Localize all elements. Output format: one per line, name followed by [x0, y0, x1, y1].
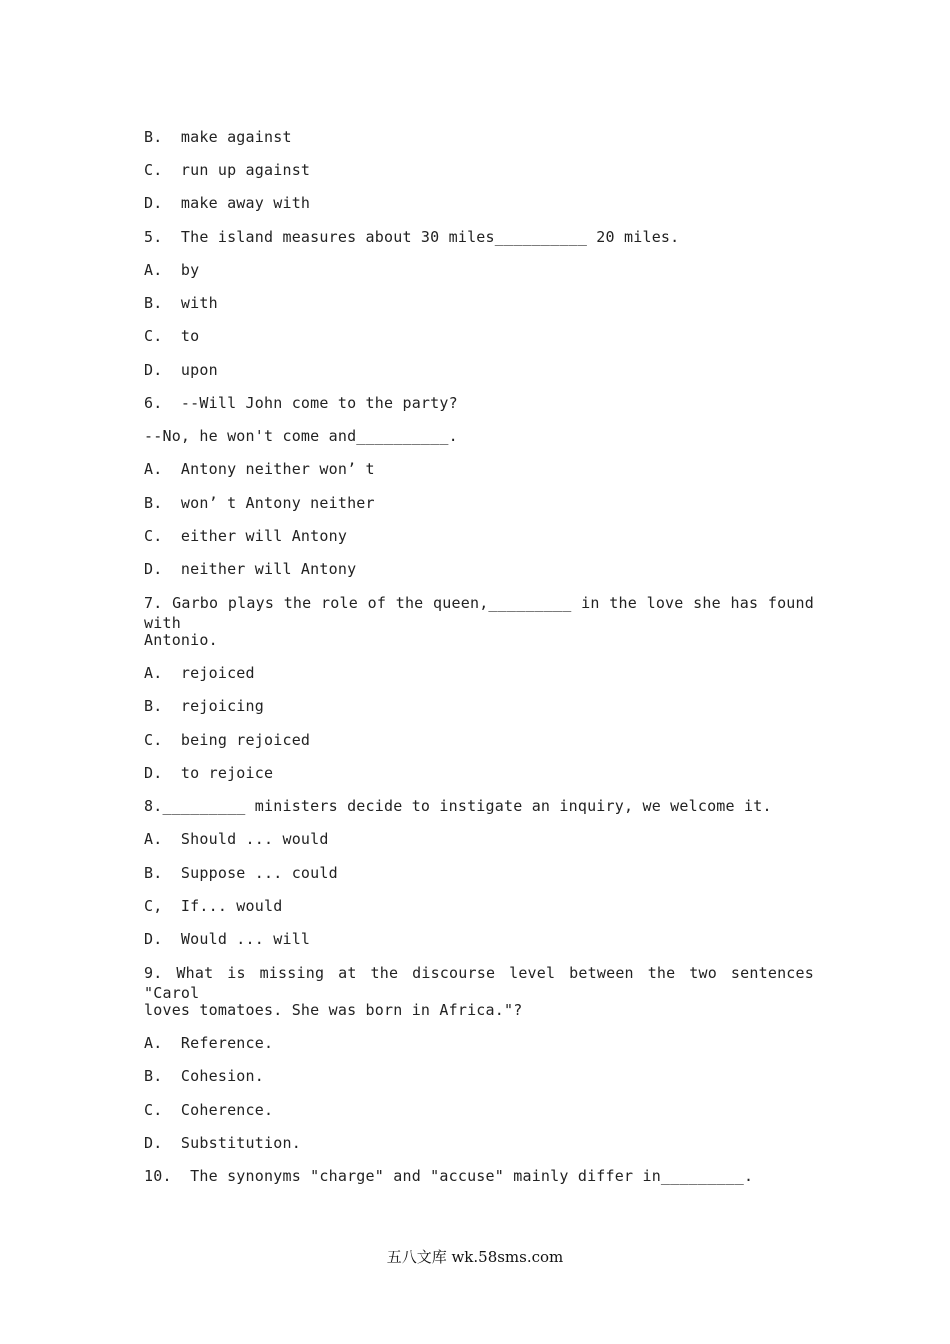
- question-8: 8._________ ministers decide to instigate an inquiry, we welcome it.: [144, 797, 772, 815]
- option-7c: C. being rejoiced: [144, 731, 311, 749]
- option-8c: C, If... would: [144, 897, 283, 915]
- option-7d: D. to rejoice: [144, 764, 274, 782]
- option-7a: A. rejoiced: [144, 664, 255, 682]
- option-9c: C. Coherence.: [144, 1101, 274, 1119]
- page-footer: 五八文库 wk.58sms.com: [386, 1248, 564, 1266]
- option-7b: B. rejoicing: [144, 697, 264, 715]
- option-8b: B. Suppose ... could: [144, 864, 338, 882]
- question-5: 5. The island measures about 30 miles__________ 20 miles.: [144, 228, 680, 246]
- question-9: 9. What is missing at the discourse level between the two sentences "Carol: [144, 964, 814, 1002]
- question-10: 10. The synonyms "charge" and "accuse" mainly differ in_________.: [144, 1167, 754, 1185]
- option-4d: D. make away with: [144, 194, 311, 212]
- option-5a: A. by: [144, 261, 200, 279]
- option-4c: C. run up against: [144, 161, 311, 179]
- question-9-cont: loves tomatoes. She was born in Africa."?: [144, 1001, 523, 1019]
- option-6a: A. Antony neither won’ t: [144, 460, 375, 478]
- option-9b: B. Cohesion.: [144, 1067, 264, 1085]
- question-6: 6. --Will John come to the party?: [144, 394, 458, 412]
- question-7-cont: Antonio.: [144, 631, 218, 649]
- option-4b: B. make against: [144, 128, 292, 146]
- option-9a: A. Reference.: [144, 1034, 274, 1052]
- option-9d: D. Substitution.: [144, 1134, 301, 1152]
- question-6-reply: --No, he won't come and__________.: [144, 427, 458, 445]
- question-7: 7. Garbo plays the role of the queen,_________ in the love she has found with: [144, 594, 814, 632]
- option-5b: B. with: [144, 294, 218, 312]
- option-6c: C. either will Antony: [144, 527, 348, 545]
- option-8d: D. Would ... will: [144, 930, 311, 948]
- option-5c: C. to: [144, 327, 200, 345]
- option-8a: A. Should ... would: [144, 830, 329, 848]
- option-6d: D. neither will Antony: [144, 560, 357, 578]
- option-6b: B. won’ t Antony neither: [144, 494, 375, 512]
- option-5d: D. upon: [144, 361, 218, 379]
